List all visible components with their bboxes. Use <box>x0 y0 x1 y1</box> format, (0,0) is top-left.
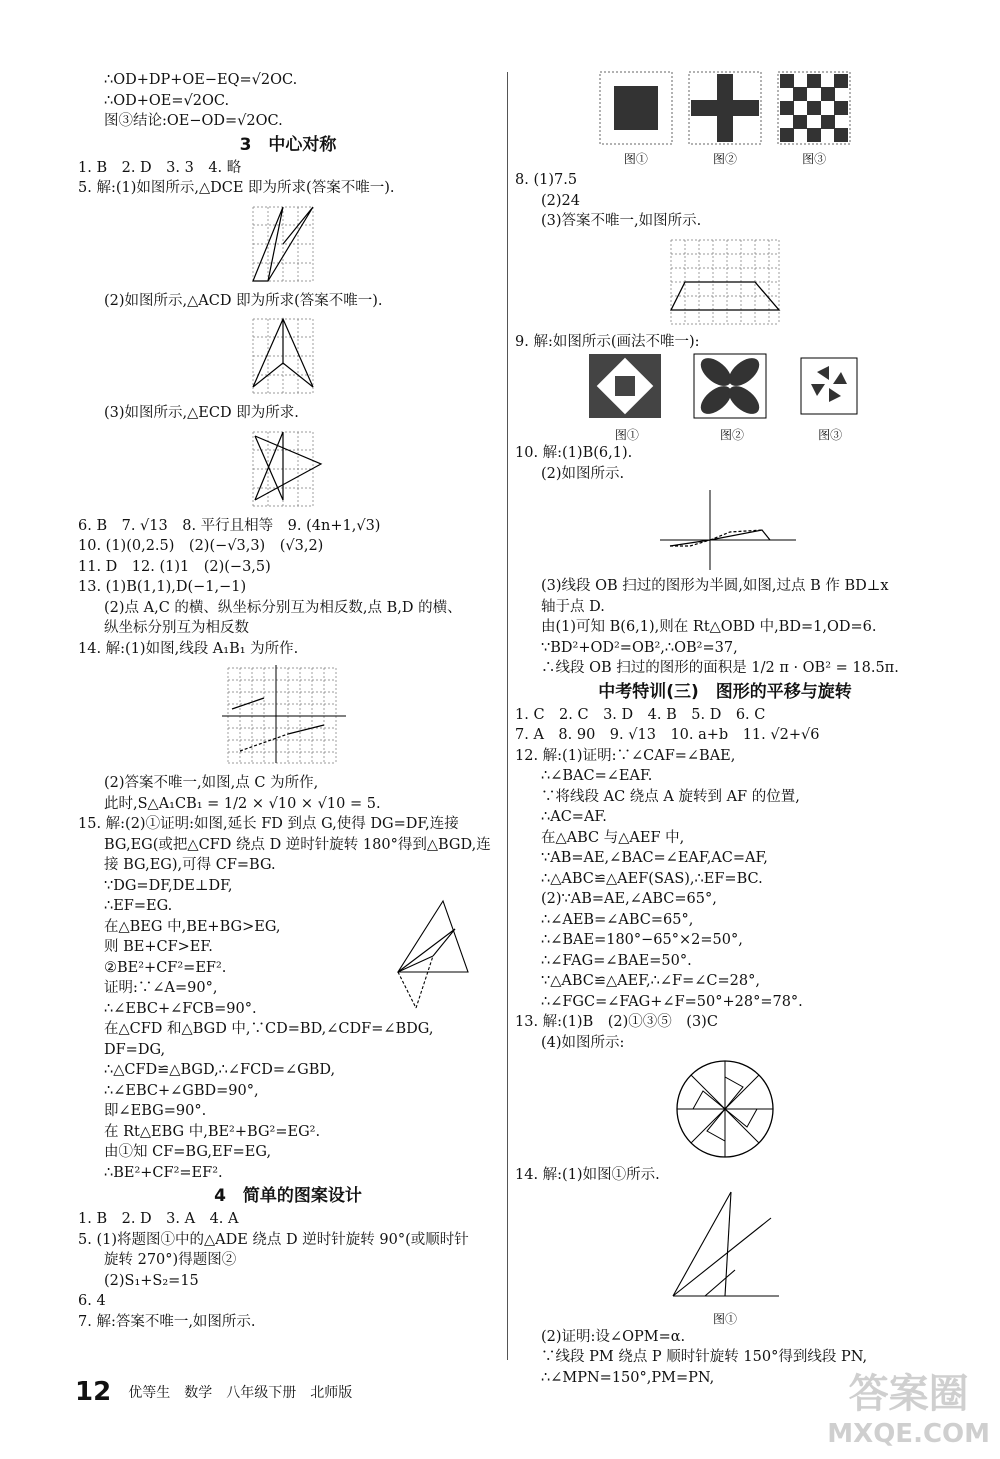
text-line: 13. 解:(1)B (2)①③⑤ (3)C <box>515 1014 718 1030</box>
text-line: 5. (1)将题图①中的△ADE 绕点 D 逆时针旋转 90°(或顺时针 <box>78 1231 469 1248</box>
text-line: ②BE²+CF²=EF². <box>104 959 227 976</box>
text-line: 证明:∵∠A=90°, <box>104 980 218 996</box>
coordinate-figure <box>650 488 800 572</box>
watermark-url: MXQE.COM <box>827 1419 990 1449</box>
text-line: 图③结论:OE−OD=√2OC. <box>104 113 283 129</box>
text-line: ∴∠AEB=∠ABC=65°, <box>541 911 694 928</box>
text-line: 旋转 270°)得题图② <box>104 1252 237 1268</box>
text-line: 8. (1)7.5 <box>515 172 578 188</box>
text-line: 由①知 CF=BG,EF=EG, <box>104 1144 272 1160</box>
text-line: 10. 解:(1)B(6,1). <box>515 445 633 461</box>
text-line: ∵线段 PM 绕点 P 顺时针旋转 150°得到线段 PN, <box>541 1349 868 1365</box>
section-title: 4 简单的图案设计 <box>214 1186 362 1206</box>
text-line: ∵将线段 AC 绕点 A 旋转到 AF 的位置, <box>541 788 800 805</box>
text-line: ∴线段 OB 扫过的图形的面积是 1/2 π · OB² = 18.5π. <box>541 660 899 676</box>
text-line: (2)证明:设∠OPM=α. <box>541 1328 686 1345</box>
text-line: 纵坐标分别互为相反数 <box>104 620 249 636</box>
figure-caption: 图③ <box>802 152 827 166</box>
text-line: (2)答案不唯一,如图,点 C 为所作, <box>104 775 319 791</box>
grid-figure <box>243 428 333 512</box>
text-line: 9. 解:如图所示(画法不唯一): <box>515 333 700 350</box>
text-line: ∵△ABC≌△AEF,∴∠F=∠C=28°, <box>541 973 760 989</box>
figure-caption: 图② <box>712 152 737 166</box>
text-line: (3)线段 OB 扫过的图形为半圆,如图,过点 B 作 BD⊥x <box>541 578 889 594</box>
column-divider <box>507 72 508 1360</box>
figure-caption: 图② <box>719 428 744 442</box>
design-figure <box>797 352 863 443</box>
text-line: (2)如图所示,△ACD 即为所求(答案不唯一). <box>104 292 383 309</box>
figure-caption: 图③ <box>818 428 843 442</box>
design-figure <box>587 352 667 443</box>
text-line: 12. 解:(1)证明:∵∠CAF=∠BAE, <box>515 747 736 764</box>
text-line: ∴∠BAC=∠EAF. <box>541 768 653 784</box>
figure-caption: 图① <box>614 428 639 442</box>
page-number: 12 <box>75 1377 112 1407</box>
design-figures <box>515 352 935 443</box>
text-line: ∴∠EBC+∠GBD=90°, <box>104 1082 259 1099</box>
coordinate-grid-figure <box>218 663 358 769</box>
text-line: ∴∠BAE=180°−65°×2=50°, <box>541 932 743 948</box>
figure-caption: 图① <box>712 1311 737 1326</box>
fig14-wrap <box>515 1186 935 1327</box>
text-line: 由(1)可知 B(6,1),则在 Rt△OBD 中,BD=1,OD=6. <box>541 619 877 635</box>
text-line: 轴于点 D. <box>541 598 605 615</box>
text-line: 则 BE+CF>EF. <box>104 939 213 955</box>
text-line: 在△CFD 和△BGD 中,∵CD=BD,∠CDF=∠BDG, <box>104 1021 434 1037</box>
text-line: 即∠EBG=90°. <box>104 1103 207 1119</box>
text-line: ∵AB=AE,∠BAC=∠EAF,AC=AF, <box>541 850 768 866</box>
text-line: 13. (1)B(1,1),D(−1,−1) <box>78 579 247 595</box>
text-line: BG,EG(或把△CFD 绕点 D 逆时针旋转 180°得到△BGD,连 <box>104 836 491 853</box>
text-line: ∴∠FAG=∠BAE=50°. <box>541 952 692 969</box>
text-line: ∴OD+DP+OE−EQ=√2OC. <box>104 72 298 88</box>
pattern-figures <box>515 70 935 170</box>
text-line: ∴∠MPN=150°,PM=PN, <box>541 1369 715 1386</box>
design-figure <box>692 352 772 443</box>
text-line: 6. 4 <box>78 1293 106 1309</box>
text-line: (2)24 <box>541 192 580 209</box>
text-line: 在△ABC 与△AEF 中, <box>541 829 685 846</box>
text-line: ∵DG=DF,DE⊥DF, <box>104 877 233 894</box>
text-line: 14. 解:(1)如图①所示. <box>515 1167 660 1183</box>
page-footer <box>75 1377 352 1407</box>
text-line: 1. B 2. D 3. A 4. A <box>78 1211 239 1227</box>
circle-figure <box>673 1057 777 1161</box>
text-line: (3)如图所示,△ECD 即为所求. <box>104 405 299 421</box>
text-line: 5. 解:(1)如图所示,△DCE 即为所求(答案不唯一). <box>78 180 395 196</box>
text-line: 在△BEG 中,BE+BG>EG, <box>104 918 281 935</box>
book-title: 优等生 数学 八年级下册 北师版 <box>128 1385 353 1401</box>
watermark-top: 答案圈 <box>848 1371 969 1417</box>
text-line: ∴∠EBC+∠FCB=90°. <box>104 1000 257 1017</box>
figure-caption: 图① <box>623 152 648 166</box>
text-line: 此时,S△A₁CB₁ = 1/2 × √10 × √10 = 5. <box>104 795 381 812</box>
section-title: 3 中心对称 <box>239 134 337 155</box>
text-line: (4)如图所示: <box>541 1034 625 1051</box>
pattern-figure <box>687 70 763 167</box>
text-line: 7. A 8. 90 9. √13 10. a+b 11. √2+√6 <box>515 727 820 743</box>
text-line: ∵BD²+OD²=OB²,∴OB²=37, <box>541 639 738 656</box>
pattern-figure <box>598 70 674 167</box>
text-line: (3)答案不唯一,如图所示. <box>541 213 702 229</box>
text-line: 1. C 2. C 3. D 4. B 5. D 6. C <box>515 706 766 723</box>
text-line: ∴AC=AF. <box>541 809 607 825</box>
text-line: (2)∵AB=AE,∠ABC=65°, <box>541 891 717 907</box>
left-column <box>78 70 498 1332</box>
text-line: 在 Rt△EBG 中,BE²+BG²=EG². <box>104 1123 321 1140</box>
text-line: 接 BG,EG),可得 CF=BG. <box>104 857 276 873</box>
text-line: ∴EF=EG. <box>104 898 173 914</box>
pattern-figure <box>776 70 852 167</box>
text-line: DF=DG, <box>104 1041 166 1058</box>
triangle-figure <box>378 896 488 1016</box>
text-line: 14. 解:(1)如图,线段 A₁B₁ 为所作. <box>78 640 299 657</box>
text-line: 11. D 12. (1)1 (2)(−3,5) <box>78 558 271 575</box>
text-line: ∴OD+OE=√2OC. <box>104 92 230 109</box>
text-line: 1. B 2. D 3. 3 4. 略 <box>78 159 242 176</box>
grid-figure <box>243 315 333 399</box>
watermark-logo <box>827 1362 990 1449</box>
section-title: 中考特训(三) 图形的平移与旋转 <box>598 681 852 702</box>
text-line: (2)S₁+S₂=15 <box>104 1272 199 1289</box>
text-line: ∴△ABC≌△AEF(SAS),∴EF=BC. <box>541 870 763 887</box>
text-line: (2)点 A,C 的横、纵坐标分别互为相反数,点 B,D 的横、 <box>104 599 462 616</box>
right-column <box>515 70 935 1388</box>
grid-figure <box>243 203 333 287</box>
text-line: ∴BE²+CF²=EF². <box>104 1164 223 1181</box>
text-line: (2)如图所示. <box>541 465 625 482</box>
text-line: 6. B 7. √13 8. 平行且相等 9. (4n+1,√3) <box>78 517 381 534</box>
text-line: 7. 解:答案不唯一,如图所示. <box>78 1313 256 1330</box>
q15-block <box>78 814 498 1183</box>
text-line: 10. (1)(0,2.5) (2)(−√3,3) (√3,2) <box>78 538 324 554</box>
grid-figure <box>665 236 785 328</box>
text-line: 15. 解:(2)①证明:如图,延长 FD 到点 G,使得 DG=DF,连接 <box>78 816 459 832</box>
text-line: ∴∠FGC=∠FAG+∠F=50°+28°=78°. <box>541 993 803 1010</box>
text-line: ∴△CFD≌△BGD,∴∠FCD=∠GBD, <box>104 1062 336 1078</box>
angle-figure <box>665 1186 785 1306</box>
